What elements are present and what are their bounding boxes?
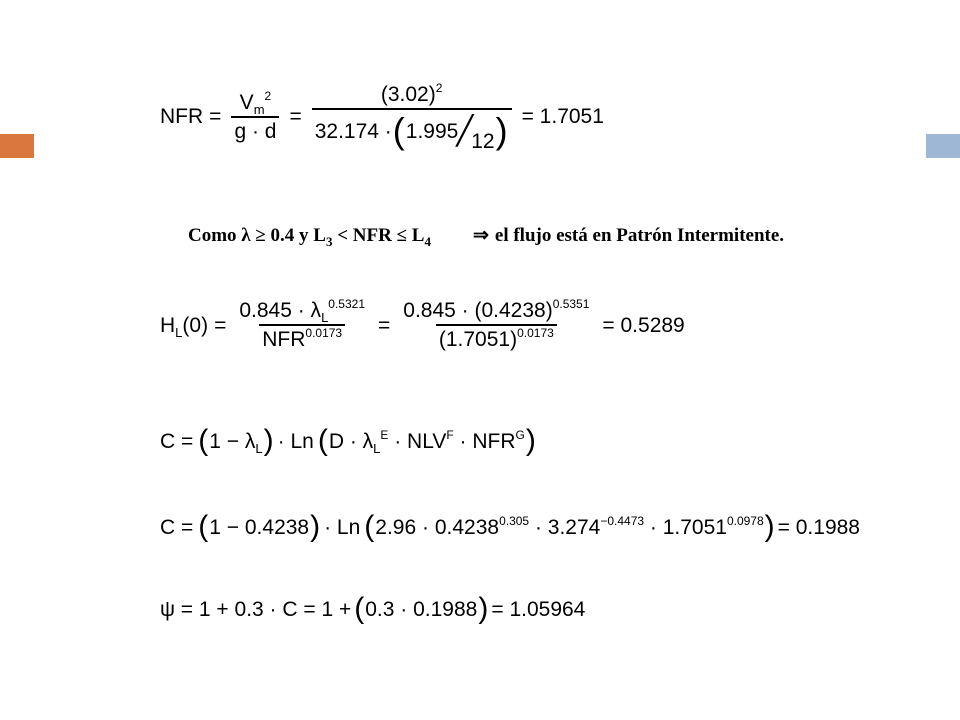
- flow-pattern-condition: [188, 225, 785, 249]
- paren-close: ): [310, 510, 321, 543]
- ln-operator: · Ln: [324, 515, 361, 539]
- ln-operator: · Ln: [277, 429, 314, 453]
- right-accent-bar: [926, 134, 960, 158]
- paren-close: ): [478, 592, 489, 625]
- paren-close: ): [525, 424, 536, 457]
- equals-sign: =: [378, 313, 391, 337]
- fraction-numerator: $V_m^2$: [239, 88, 272, 117]
- ln-argument: $2.96 \cdot 0.4238^{0.305} \cdot 3.274^{-0.4473} \cdot 1.7051^{0.0978}$: [375, 513, 764, 539]
- nfr-numeric-fraction: [312, 81, 512, 153]
- paren-open: (: [198, 510, 209, 543]
- holdup-symbolic-fraction: [236, 297, 368, 351]
- fraction-numerator: $0.845 \cdot (0.4238)^{0.5351}$: [403, 297, 590, 322]
- psi-equation: [160, 594, 585, 624]
- psi-result: = 1.05964: [491, 597, 586, 621]
- equals-sign: =: [209, 105, 222, 128]
- equals-sign: =: [214, 313, 227, 337]
- paren-open: (: [317, 424, 328, 457]
- fraction-numerator: $(3.02)^2$: [380, 81, 443, 106]
- paren-open: (: [354, 592, 365, 625]
- c-lhs: C =: [160, 429, 194, 453]
- nfr-result: = 1.7051: [521, 105, 604, 128]
- c-coefficient-calculation: [160, 512, 860, 542]
- nfr-lhs: NFR: [160, 105, 204, 128]
- fraction-denominator: 32.174 · ( 1.995 ╱ 12 ): [312, 108, 512, 149]
- paren-open: (: [198, 424, 209, 457]
- one-minus-lambda: $1 - \lambda_L$: [209, 429, 263, 456]
- holdup-equation: [160, 297, 691, 351]
- fraction-numerator: $0.845 \cdot \lambda_L^{0.5321}$: [239, 297, 365, 325]
- holdup-numeric-fraction: [400, 297, 592, 351]
- condition-text: Como λ ≥ 0.4 y $L_3$ < NFR ≤ $L_4$: [188, 225, 431, 249]
- fraction-denominator: $NFR^{0.0173}$: [259, 324, 345, 350]
- holdup-result: = 0.5289: [602, 313, 685, 337]
- c-coefficient-formula: [160, 426, 537, 456]
- holdup-lhs: $H_L(0)$: [160, 313, 209, 340]
- paren-close: ): [263, 424, 274, 457]
- paren-close: ): [764, 510, 775, 543]
- psi-product: 0.3 · 0.1988: [365, 597, 478, 621]
- condition-conclusion: el flujo está en Patrón Intermitente.: [494, 225, 785, 246]
- c-result: = 0.1988: [777, 515, 860, 539]
- equals-sign: =: [289, 105, 302, 128]
- velocity-over-gd-fraction: [231, 88, 279, 143]
- c-lhs: C =: [160, 515, 194, 539]
- psi-expression: ψ = 1 + 0.3 · C = 1 +: [160, 597, 352, 621]
- one-minus-value: 1 − 0.4238: [209, 515, 310, 539]
- fraction-denominator: g · d: [231, 116, 279, 142]
- left-accent-bar: [0, 134, 34, 158]
- nfr-equation: [160, 81, 610, 153]
- implies-arrow: ⇒: [472, 225, 489, 246]
- fraction-denominator: $(1.7051)^{0.0173}$: [436, 324, 557, 350]
- paren-open: (: [364, 510, 375, 543]
- ln-argument: $D \cdot \lambda_L^E \cdot NLV^F \cdot NFR^G$: [328, 427, 525, 456]
